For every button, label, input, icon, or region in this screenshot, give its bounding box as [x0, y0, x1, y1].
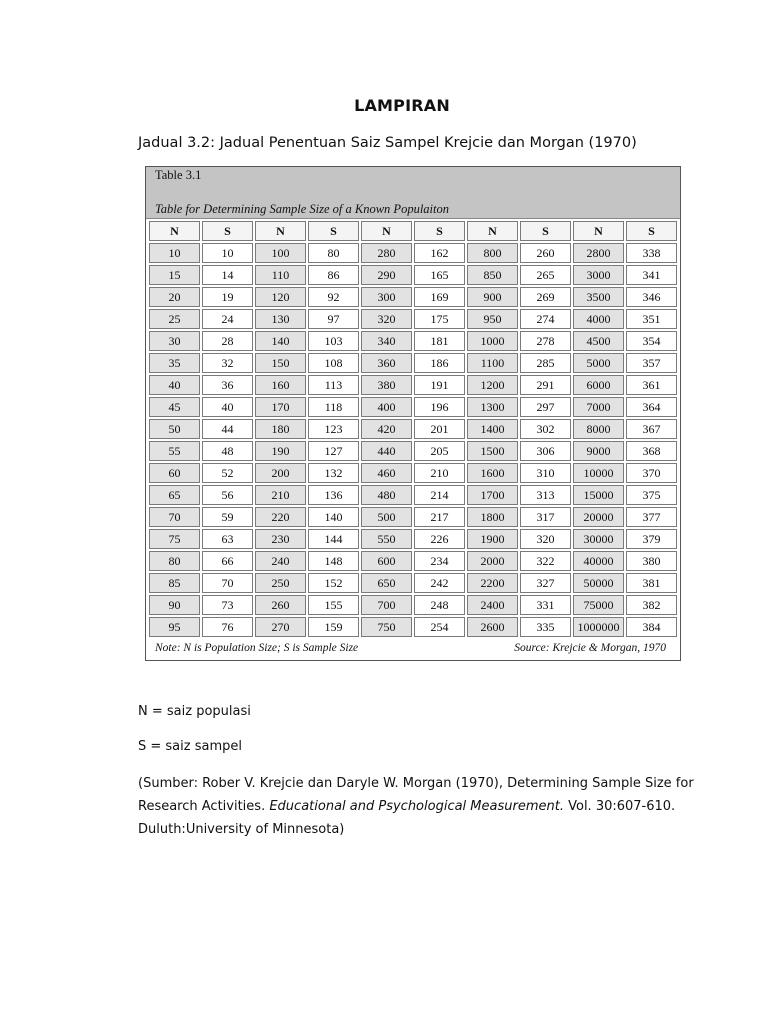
cell-population: 400	[361, 397, 412, 417]
table-row	[149, 353, 677, 373]
cell-population: 700	[361, 595, 412, 615]
sample-size-table	[145, 166, 681, 661]
cell-population: 750	[361, 617, 412, 637]
cell-sample: 226	[414, 529, 465, 549]
cell-sample: 113	[308, 375, 359, 395]
cell-population: 230	[255, 529, 306, 549]
cell-sample: 341	[626, 265, 677, 285]
cell-population: 2600	[467, 617, 518, 637]
cell-sample: 19	[202, 287, 253, 307]
cell-sample: 335	[520, 617, 571, 637]
cell-sample: 331	[520, 595, 571, 615]
cell-sample: 248	[414, 595, 465, 615]
cell-sample: 52	[202, 463, 253, 483]
cell-sample: 48	[202, 441, 253, 461]
cell-population: 2800	[573, 243, 624, 263]
cell-sample: 181	[414, 331, 465, 351]
table-header-row	[149, 221, 677, 241]
cell-population: 120	[255, 287, 306, 307]
cell-sample: 354	[626, 331, 677, 351]
cell-sample: 66	[202, 551, 253, 571]
column-header: S	[308, 221, 359, 241]
cell-sample: 380	[626, 551, 677, 571]
cell-sample: 384	[626, 617, 677, 637]
cell-population: 70	[149, 507, 200, 527]
cell-sample: 370	[626, 463, 677, 483]
cell-population: 100	[255, 243, 306, 263]
cell-sample: 317	[520, 507, 571, 527]
cell-sample: 162	[414, 243, 465, 263]
column-header: N	[573, 221, 624, 241]
cell-population: 80	[149, 551, 200, 571]
table-row	[149, 287, 677, 307]
cell-population: 1400	[467, 419, 518, 439]
cell-population: 7000	[573, 397, 624, 417]
cell-population: 2000	[467, 551, 518, 571]
cell-sample: 260	[520, 243, 571, 263]
cell-population: 50	[149, 419, 200, 439]
cell-population: 1200	[467, 375, 518, 395]
cell-population: 220	[255, 507, 306, 527]
cell-sample: 140	[308, 507, 359, 527]
cell-population: 40	[149, 375, 200, 395]
cell-sample: 338	[626, 243, 677, 263]
cell-sample: 382	[626, 595, 677, 615]
table-row	[149, 507, 677, 527]
table-row	[149, 331, 677, 351]
cell-sample: 76	[202, 617, 253, 637]
cell-population: 360	[361, 353, 412, 373]
column-header: N	[255, 221, 306, 241]
cell-population: 850	[467, 265, 518, 285]
cell-population: 170	[255, 397, 306, 417]
cell-sample: 322	[520, 551, 571, 571]
table-row	[149, 441, 677, 461]
cell-population: 15	[149, 265, 200, 285]
cell-population: 9000	[573, 441, 624, 461]
cell-sample: 32	[202, 353, 253, 373]
cell-sample: 351	[626, 309, 677, 329]
cell-sample: 10	[202, 243, 253, 263]
cell-sample: 127	[308, 441, 359, 461]
cell-population: 1000	[467, 331, 518, 351]
cell-sample: 361	[626, 375, 677, 395]
cell-sample: 242	[414, 573, 465, 593]
cell-population: 210	[255, 485, 306, 505]
cell-sample: 165	[414, 265, 465, 285]
cell-population: 240	[255, 551, 306, 571]
cell-population: 260	[255, 595, 306, 615]
cell-population: 75	[149, 529, 200, 549]
cell-population: 160	[255, 375, 306, 395]
cell-sample: 377	[626, 507, 677, 527]
cell-population: 480	[361, 485, 412, 505]
table-row	[149, 485, 677, 505]
cell-population: 2400	[467, 595, 518, 615]
column-header: S	[626, 221, 677, 241]
cell-sample: 291	[520, 375, 571, 395]
cell-sample: 310	[520, 463, 571, 483]
cell-population: 1800	[467, 507, 518, 527]
cell-population: 40000	[573, 551, 624, 571]
cell-population: 1600	[467, 463, 518, 483]
cell-sample: 217	[414, 507, 465, 527]
cell-population: 4500	[573, 331, 624, 351]
cell-population: 35	[149, 353, 200, 373]
table-row	[149, 463, 677, 483]
cell-population: 270	[255, 617, 306, 637]
cell-population: 180	[255, 419, 306, 439]
cell-population: 90	[149, 595, 200, 615]
cell-sample: 265	[520, 265, 571, 285]
cell-population: 250	[255, 573, 306, 593]
cell-population: 1900	[467, 529, 518, 549]
cell-population: 320	[361, 309, 412, 329]
cell-sample: 306	[520, 441, 571, 461]
cell-sample: 375	[626, 485, 677, 505]
column-header: N	[149, 221, 200, 241]
cell-population: 55	[149, 441, 200, 461]
cell-population: 75000	[573, 595, 624, 615]
cell-sample: 80	[308, 243, 359, 263]
cell-sample: 108	[308, 353, 359, 373]
citation-part1: (Sumber: Rober V. Krejcie dan Daryle W. Morgan (1970), Determining Sample Size for Research Activities.	[138, 776, 694, 814]
cell-population: 440	[361, 441, 412, 461]
cell-sample: 320	[520, 529, 571, 549]
cell-population: 140	[255, 331, 306, 351]
cell-sample: 118	[308, 397, 359, 417]
cell-population: 95	[149, 617, 200, 637]
cell-sample: 59	[202, 507, 253, 527]
cell-sample: 214	[414, 485, 465, 505]
column-header: S	[202, 221, 253, 241]
table-row	[149, 551, 677, 571]
cell-sample: 364	[626, 397, 677, 417]
cell-population: 1300	[467, 397, 518, 417]
cell-population: 50000	[573, 573, 624, 593]
cell-population: 1000000	[573, 617, 624, 637]
cell-sample: 70	[202, 573, 253, 593]
cell-sample: 144	[308, 529, 359, 549]
cell-sample: 56	[202, 485, 253, 505]
column-header: S	[414, 221, 465, 241]
cell-population: 20	[149, 287, 200, 307]
table-row	[149, 573, 677, 593]
table-subtitle: Jadual 3.2: Jadual Penentuan Saiz Sampel Krejcie dan Morgan (1970)	[138, 135, 637, 151]
cell-sample: 132	[308, 463, 359, 483]
cell-sample: 278	[520, 331, 571, 351]
cell-population: 8000	[573, 419, 624, 439]
legend-s: S = saiz sampel	[138, 739, 242, 754]
cell-population: 190	[255, 441, 306, 461]
table-grid	[147, 219, 679, 639]
cell-population: 1500	[467, 441, 518, 461]
cell-sample: 40	[202, 397, 253, 417]
cell-sample: 357	[626, 353, 677, 373]
table-row	[149, 529, 677, 549]
cell-population: 5000	[573, 353, 624, 373]
cell-sample: 269	[520, 287, 571, 307]
cell-sample: 44	[202, 419, 253, 439]
cell-population: 2200	[467, 573, 518, 593]
cell-sample: 285	[520, 353, 571, 373]
cell-population: 4000	[573, 309, 624, 329]
cell-population: 550	[361, 529, 412, 549]
cell-population: 1700	[467, 485, 518, 505]
cell-sample: 97	[308, 309, 359, 329]
table-source: Source: Krejcie & Morgan, 1970	[514, 642, 666, 654]
cell-population: 650	[361, 573, 412, 593]
cell-population: 10	[149, 243, 200, 263]
cell-sample: 152	[308, 573, 359, 593]
cell-sample: 148	[308, 551, 359, 571]
table-row	[149, 309, 677, 329]
citation-part2: Vol. 30:607-610. Duluth:University of Minnesota)	[138, 799, 676, 837]
cell-population: 65	[149, 485, 200, 505]
table-note: Note: N is Population Size; S is Sample Size	[155, 642, 359, 654]
cell-sample: 302	[520, 419, 571, 439]
cell-population: 85	[149, 573, 200, 593]
citation	[138, 772, 698, 841]
table-row	[149, 397, 677, 417]
table-row	[149, 243, 677, 263]
cell-sample: 159	[308, 617, 359, 637]
cell-sample: 313	[520, 485, 571, 505]
cell-sample: 14	[202, 265, 253, 285]
cell-population: 290	[361, 265, 412, 285]
cell-population: 3500	[573, 287, 624, 307]
cell-sample: 205	[414, 441, 465, 461]
cell-sample: 297	[520, 397, 571, 417]
cell-population: 60	[149, 463, 200, 483]
cell-sample: 210	[414, 463, 465, 483]
cell-population: 15000	[573, 485, 624, 505]
table-footer	[155, 642, 666, 654]
cell-sample: 191	[414, 375, 465, 395]
cell-population: 30	[149, 331, 200, 351]
cell-population: 380	[361, 375, 412, 395]
cell-population: 20000	[573, 507, 624, 527]
cell-sample: 28	[202, 331, 253, 351]
cell-sample: 63	[202, 529, 253, 549]
table-row	[149, 595, 677, 615]
cell-population: 6000	[573, 375, 624, 395]
cell-population: 130	[255, 309, 306, 329]
table-row	[149, 375, 677, 395]
cell-population: 25	[149, 309, 200, 329]
cell-population: 110	[255, 265, 306, 285]
cell-sample: 346	[626, 287, 677, 307]
cell-sample: 73	[202, 595, 253, 615]
cell-sample: 368	[626, 441, 677, 461]
column-header: N	[361, 221, 412, 241]
cell-sample: 254	[414, 617, 465, 637]
cell-sample: 327	[520, 573, 571, 593]
cell-sample: 36	[202, 375, 253, 395]
cell-sample: 186	[414, 353, 465, 373]
cell-sample: 169	[414, 287, 465, 307]
cell-population: 900	[467, 287, 518, 307]
cell-population: 420	[361, 419, 412, 439]
cell-sample: 136	[308, 485, 359, 505]
table-caption: Table for Determining Sample Size of a Known Populaiton	[155, 202, 449, 216]
cell-sample: 234	[414, 551, 465, 571]
table-row	[149, 419, 677, 439]
table-row	[149, 617, 677, 637]
cell-sample: 381	[626, 573, 677, 593]
cell-population: 45	[149, 397, 200, 417]
table-row	[149, 265, 677, 285]
cell-population: 600	[361, 551, 412, 571]
cell-sample: 92	[308, 287, 359, 307]
cell-population: 200	[255, 463, 306, 483]
cell-population: 150	[255, 353, 306, 373]
cell-sample: 274	[520, 309, 571, 329]
cell-population: 800	[467, 243, 518, 263]
cell-sample: 379	[626, 529, 677, 549]
table-label: Table 3.1	[155, 168, 202, 182]
cell-population: 1100	[467, 353, 518, 373]
cell-sample: 24	[202, 309, 253, 329]
citation-journal: Educational and Psychological Measurement.	[269, 799, 564, 814]
cell-population: 950	[467, 309, 518, 329]
cell-population: 340	[361, 331, 412, 351]
cell-population: 280	[361, 243, 412, 263]
cell-sample: 201	[414, 419, 465, 439]
cell-population: 3000	[573, 265, 624, 285]
cell-sample: 155	[308, 595, 359, 615]
legend-n: N = saiz populasi	[138, 704, 251, 719]
table-header-band	[146, 167, 680, 219]
column-header: N	[467, 221, 518, 241]
page-title: LAMPIRAN	[354, 96, 450, 115]
cell-population: 30000	[573, 529, 624, 549]
cell-population: 500	[361, 507, 412, 527]
column-header: S	[520, 221, 571, 241]
cell-population: 300	[361, 287, 412, 307]
cell-sample: 86	[308, 265, 359, 285]
cell-sample: 196	[414, 397, 465, 417]
cell-sample: 367	[626, 419, 677, 439]
cell-sample: 175	[414, 309, 465, 329]
cell-population: 460	[361, 463, 412, 483]
cell-population: 10000	[573, 463, 624, 483]
cell-sample: 123	[308, 419, 359, 439]
cell-sample: 103	[308, 331, 359, 351]
